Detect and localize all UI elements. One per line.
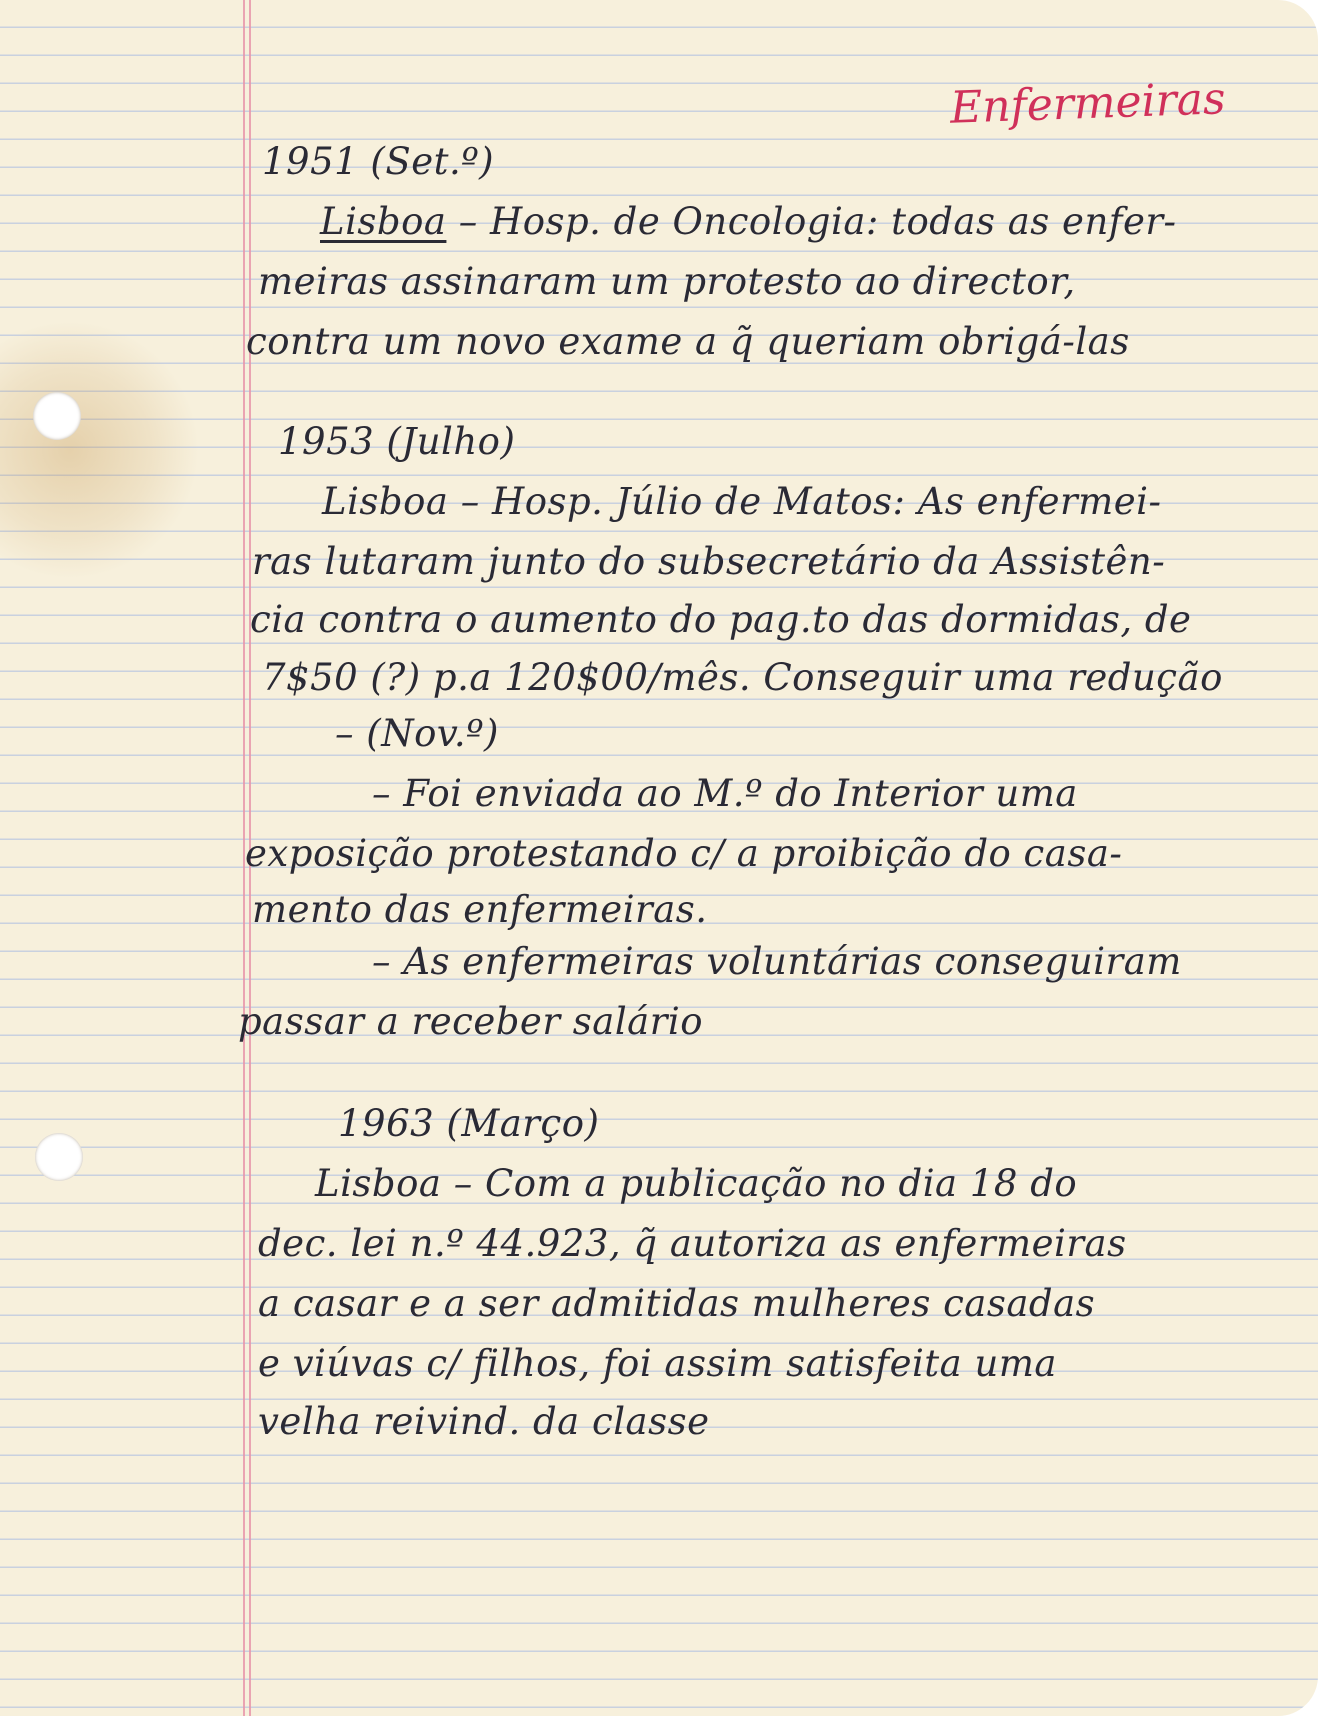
entry-line: contra um novo exame a q̃ queriam obrigá-las (246, 320, 1130, 363)
entry-place: Lisboa (322, 480, 449, 523)
stain (0, 320, 200, 580)
entry-line: ras lutaram junto do subsecretário da Assistên- (252, 540, 1166, 583)
entry-line: – Hosp. Júlio de Matos: As enfermei- (460, 480, 1162, 523)
entry-line: dec. lei n.º 44.923, q̃ autoriza as enfermeiras (258, 1222, 1127, 1265)
entry-line: – (Nov.º) (335, 712, 499, 755)
entry-date: 1951 (Set.º) (262, 140, 495, 183)
entry-line: 7$50 (?) p.a 120$00/mês. Conseguir uma redução (262, 656, 1223, 699)
entry-line: – As enfermeiras voluntárias conseguiram (372, 940, 1182, 983)
punch-hole (35, 1133, 83, 1181)
entry-place: Lisboa (315, 1162, 442, 1205)
entry-line: velha reivind. da classe (258, 1400, 710, 1443)
entry-place: Lisboa (320, 200, 447, 243)
entry-line: – Com a publicação no dia 18 do (453, 1162, 1078, 1205)
entry-line: a casar e a ser admitidas mulheres casadas (258, 1282, 1096, 1325)
entry-line: e viúvas c/ filhos, foi assim satisfeita uma (258, 1342, 1057, 1385)
entry-line: passar a receber salário (238, 1000, 704, 1043)
entry-text (320, 200, 1177, 243)
entry-line: meiras assinaram um protesto ao director, (258, 260, 1076, 303)
topic-heading: Enfermeiras (949, 73, 1227, 134)
entry-line: cia contra o aumento do pag.to das dormidas, de (250, 598, 1192, 641)
entry-line: – Foi enviada ao M.º do Interior uma (372, 772, 1078, 815)
entry-date: 1953 (Julho) (278, 420, 516, 463)
entry-text (322, 480, 1162, 523)
punch-hole (33, 392, 81, 440)
entry-text (315, 1162, 1077, 1205)
entry-line: exposição protestando c/ a proibição do casa- (245, 832, 1123, 875)
entry-date: 1963 (Março) (338, 1102, 600, 1145)
entry-line: mento das enfermeiras. (252, 888, 708, 931)
entry-line: – Hosp. de Oncologia: todas as enfer- (458, 200, 1177, 243)
